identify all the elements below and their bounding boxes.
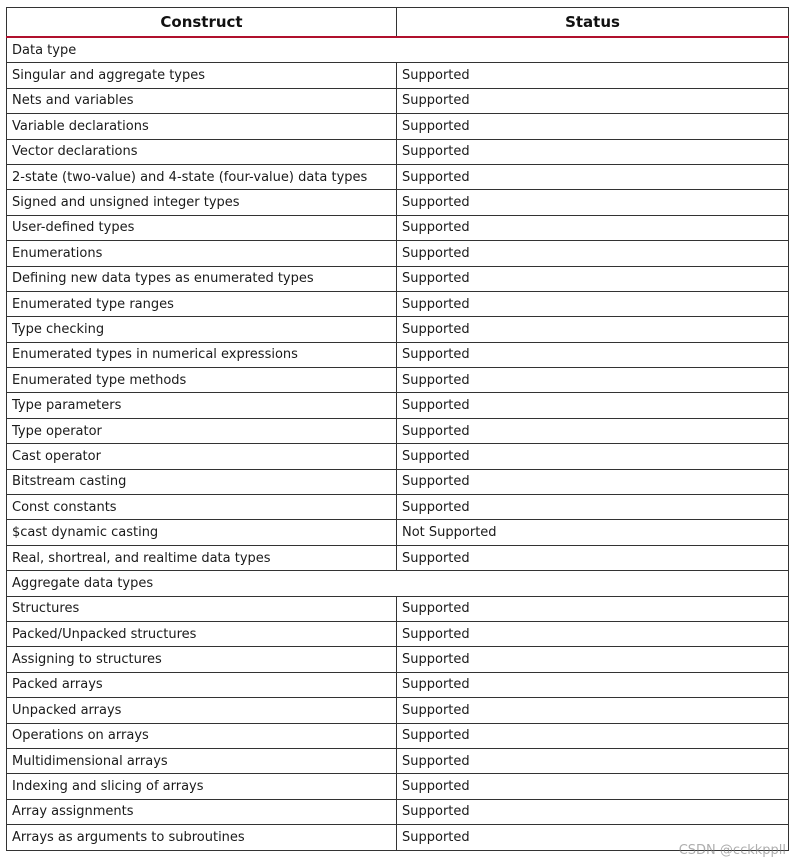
table-row: [7, 368, 789, 393]
status-cell: Supported: [397, 469, 789, 494]
table-row: [7, 342, 789, 367]
status-cell: Supported: [397, 825, 789, 850]
status-cell: Not Supported: [397, 520, 789, 545]
table-row: [7, 418, 789, 443]
status-cell: Supported: [397, 114, 789, 139]
header-status: Status: [397, 8, 789, 38]
table-row: [7, 647, 789, 672]
construct-cell: Cast operator: [7, 444, 397, 469]
construct-status-table: [6, 7, 789, 851]
table-row: [7, 621, 789, 646]
construct-cell: Vector declarations: [7, 139, 397, 164]
status-cell: Supported: [397, 596, 789, 621]
section-title: Data type: [7, 37, 789, 63]
table-row: [7, 596, 789, 621]
status-cell: Supported: [397, 545, 789, 570]
status-cell: Supported: [397, 495, 789, 520]
construct-cell: Const constants: [7, 495, 397, 520]
construct-cell: Nets and variables: [7, 88, 397, 113]
status-cell: Supported: [397, 291, 789, 316]
table-row: [7, 495, 789, 520]
construct-cell: Array assignments: [7, 799, 397, 824]
construct-cell: User-defined types: [7, 215, 397, 240]
status-cell: Supported: [397, 418, 789, 443]
status-cell: Supported: [397, 698, 789, 723]
status-cell: Supported: [397, 647, 789, 672]
table-row: [7, 317, 789, 342]
status-cell: Supported: [397, 88, 789, 113]
construct-cell: Type checking: [7, 317, 397, 342]
table-row: [7, 266, 789, 291]
status-cell: Supported: [397, 190, 789, 215]
table-row: [7, 545, 789, 570]
construct-cell: Structures: [7, 596, 397, 621]
construct-cell: Arrays as arguments to subroutines: [7, 825, 397, 850]
table-row: [7, 723, 789, 748]
table-row: [7, 748, 789, 773]
table-row: [7, 444, 789, 469]
construct-cell: Packed arrays: [7, 672, 397, 697]
table-row: [7, 291, 789, 316]
status-cell: Supported: [397, 164, 789, 189]
section-title: Aggregate data types: [7, 571, 789, 596]
header-row: [7, 8, 789, 38]
table-row: [7, 520, 789, 545]
status-cell: Supported: [397, 215, 789, 240]
status-cell: Supported: [397, 241, 789, 266]
status-cell: Supported: [397, 368, 789, 393]
status-cell: Supported: [397, 723, 789, 748]
construct-cell: Enumerated type ranges: [7, 291, 397, 316]
status-cell: Supported: [397, 342, 789, 367]
table-body: [7, 37, 789, 850]
watermark: CSDN @cckkppll: [678, 843, 786, 858]
status-cell: Supported: [397, 672, 789, 697]
table-row: [7, 63, 789, 88]
status-cell: Supported: [397, 139, 789, 164]
table-row: [7, 774, 789, 799]
table-row: [7, 825, 789, 850]
construct-cell: Type parameters: [7, 393, 397, 418]
construct-cell: Singular and aggregate types: [7, 63, 397, 88]
status-cell: Supported: [397, 774, 789, 799]
table-row: [7, 799, 789, 824]
header-construct: Construct: [7, 8, 397, 38]
construct-cell: Real, shortreal, and realtime data types: [7, 545, 397, 570]
table-row: [7, 469, 789, 494]
construct-cell: Variable declarations: [7, 114, 397, 139]
table-row: [7, 393, 789, 418]
construct-cell: Enumerated type methods: [7, 368, 397, 393]
status-cell: Supported: [397, 444, 789, 469]
status-cell: Supported: [397, 748, 789, 773]
status-cell: Supported: [397, 317, 789, 342]
construct-cell: Packed/Unpacked structures: [7, 621, 397, 646]
table-row: [7, 114, 789, 139]
table-row: [7, 241, 789, 266]
table-row: [7, 672, 789, 697]
status-cell: Supported: [397, 799, 789, 824]
construct-cell: Bitstream casting: [7, 469, 397, 494]
table-row: [7, 164, 789, 189]
construct-cell: Operations on arrays: [7, 723, 397, 748]
construct-cell: 2-state (two-value) and 4-state (four-value) data types: [7, 164, 397, 189]
construct-cell: Type operator: [7, 418, 397, 443]
status-cell: Supported: [397, 63, 789, 88]
table-row: [7, 88, 789, 113]
construct-cell: Multidimensional arrays: [7, 748, 397, 773]
construct-cell: Signed and unsigned integer types: [7, 190, 397, 215]
table-row: [7, 698, 789, 723]
table-row: [7, 139, 789, 164]
construct-cell: Defining new data types as enumerated types: [7, 266, 397, 291]
section-row: [7, 571, 789, 596]
construct-cell: Assigning to structures: [7, 647, 397, 672]
status-cell: Supported: [397, 266, 789, 291]
construct-cell: Enumerated types in numerical expressions: [7, 342, 397, 367]
status-cell: Supported: [397, 621, 789, 646]
construct-cell: Enumerations: [7, 241, 397, 266]
table-row: [7, 215, 789, 240]
construct-cell: Indexing and slicing of arrays: [7, 774, 397, 799]
table-row: [7, 190, 789, 215]
construct-cell: $cast dynamic casting: [7, 520, 397, 545]
status-cell: Supported: [397, 393, 789, 418]
construct-cell: Unpacked arrays: [7, 698, 397, 723]
section-row: [7, 37, 789, 63]
